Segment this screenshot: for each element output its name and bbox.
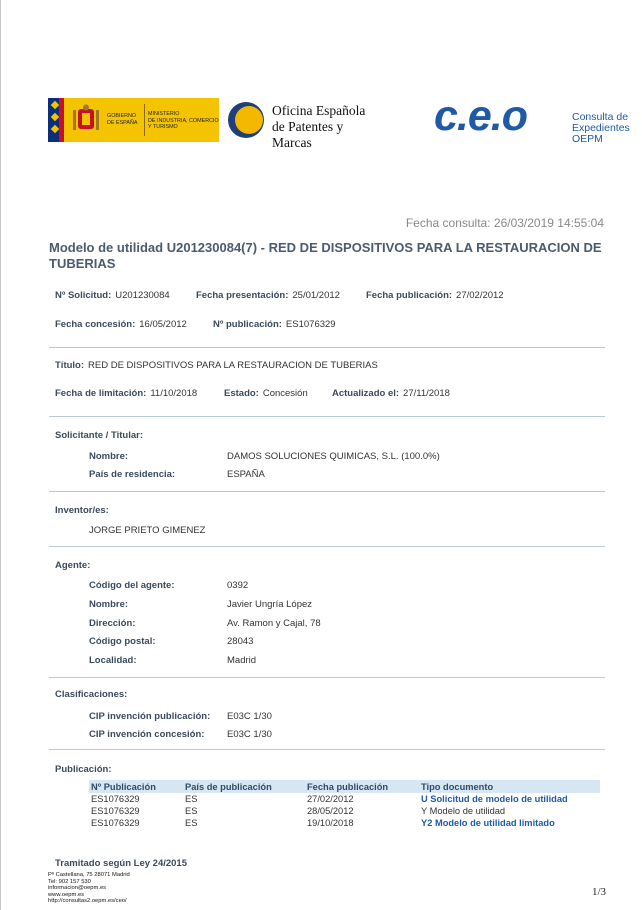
fecha-concesion [55, 319, 187, 330]
fecha-concesion-value: 16/05/2012 [139, 319, 187, 330]
footer-address: Pº Castellana, 75 28071 Madrid [48, 872, 130, 878]
oepm-logo [224, 98, 384, 150]
tipo-documento-link[interactable]: U Solicitud de modelo de utilidad [421, 794, 568, 804]
footer-phone: Tel: 902 157 530 [48, 878, 91, 885]
pais-value: ESPAÑA [227, 469, 265, 480]
gobierno-espana-logo [48, 98, 219, 142]
page-number: 1/3 [592, 886, 607, 898]
nombre-value: DAMOS SOLUCIONES QUIMICAS, S.L. (100.0%) [227, 451, 440, 462]
divider [49, 347, 605, 348]
actualizado-label: Actualizado el: [332, 388, 400, 399]
fecha-presentacion [196, 290, 340, 301]
agente-field-label: Localidad: [89, 655, 137, 666]
oepm-mark-icon [224, 98, 268, 142]
coat-of-arms-icon [70, 104, 102, 136]
actualizado-value: 27/11/2018 [403, 388, 450, 399]
ceo-wordmark: c.e.o [434, 92, 527, 140]
agente-field-value: Madrid [227, 655, 257, 666]
fecha-publicacion [366, 290, 504, 301]
fecha-limitacion-value: 11/10/2018 [150, 388, 198, 399]
actualizado [332, 388, 450, 399]
estado-label: Estado: [224, 388, 259, 399]
ministerio-text: MINISTERIO DE INDUSTRIA, COMERCIO Y TURISMO [148, 111, 219, 130]
n-publicacion [213, 319, 336, 330]
tipo-documento-link[interactable]: Y2 Modelo de utilidad limitado [421, 818, 555, 828]
table-row [89, 805, 600, 817]
column-header: Tipo documento [419, 780, 600, 793]
clasificaciones-title: Clasificaciones: [55, 689, 128, 700]
footer-ceo-link[interactable]: http://consultas2.oepm.es/ceo/ [48, 898, 127, 905]
titulo-row [55, 360, 378, 371]
titulo-value: RED DE DISPOSITIVOS PARA LA RESTAURACION DE TUBERIAS [88, 360, 378, 371]
fecha-presentacion-value: 25/01/2012 [292, 290, 340, 301]
inventores-title: Inventor/es: [55, 505, 109, 516]
table-header-row [89, 780, 600, 793]
table-cell: ES [185, 818, 198, 828]
cip-value: E03C 1/30 [227, 711, 272, 722]
fecha-limitacion [55, 388, 197, 399]
fecha-publicacion-label: Fecha publicación: [366, 290, 453, 301]
column-header: Fecha publicación [305, 780, 419, 793]
agente-field-label: Dirección: [89, 618, 136, 629]
agente-field-value: 28043 [227, 636, 254, 647]
table-row [89, 793, 600, 805]
agente-field-label: Código del agente: [89, 580, 175, 591]
agente-field-label: Nombre: [89, 599, 129, 610]
estado-value: Concesión [262, 388, 308, 399]
solicitud-value: U201230084 [115, 290, 170, 301]
agente-field-value: Av. Ramon y Cajal, 78 [227, 618, 321, 629]
divider [49, 491, 605, 492]
eu-flag-icon [48, 98, 64, 142]
footer-website-link[interactable]: www.oepm.es [48, 891, 85, 898]
titulo-label: Título: [55, 360, 85, 371]
tramitado-note: Tramitado según Ley 24/2015 [55, 858, 188, 869]
table-cell: ES [185, 806, 198, 816]
publicacion-table [89, 780, 600, 829]
table-cell: 28/05/2012 [307, 806, 354, 816]
n-publicacion-value: ES1076329 [285, 319, 336, 330]
table-cell: 19/10/2018 [307, 818, 354, 828]
divider [49, 677, 605, 678]
fecha-presentacion-label: Fecha presentación: [196, 290, 289, 301]
agente-field-value: 0392 [227, 580, 249, 591]
table-cell: 27/02/2012 [307, 794, 354, 804]
cip-label: CIP invención concesión: [89, 729, 205, 740]
logo-divider [144, 104, 145, 136]
agente-title: Agente: [55, 560, 91, 571]
solicitante-title: Solicitante / Titular: [55, 430, 143, 441]
table-cell: ES1076329 [91, 806, 140, 816]
estado [224, 388, 308, 399]
page-title: Modelo de utilidad U201230084(7) - RED DE DISPOSITIVOS PARA LA RESTAURACION DE TUBERIAS [49, 240, 602, 271]
table-cell: ES1076329 [91, 818, 140, 828]
table-cell: Y Modelo de utilidad [421, 806, 506, 816]
fecha-publicacion-value: 27/02/2012 [456, 290, 504, 301]
solicitud-label: Nº Solicitud: [55, 290, 112, 301]
n-publicacion-label: Nº publicación: [213, 319, 282, 330]
publicacion-title: Publicación: [55, 764, 112, 775]
page-border [0, 0, 1, 910]
ceo-logo [432, 92, 636, 150]
table-cell: ES1076329 [91, 794, 140, 804]
table-row [89, 817, 600, 829]
summary-row-1 [55, 290, 170, 301]
gobierno-text: GOBIERNO DE ESPAÑA [107, 113, 138, 126]
pais-label: País de residencia: [89, 469, 176, 480]
inventor-name: JORGE PRIETO GIMENEZ [89, 525, 206, 536]
fecha-concesion-label: Fecha concesión: [55, 319, 136, 330]
cip-value: E03C 1/30 [227, 729, 272, 740]
ceo-subtitle: Consulta de Expedientes OEPM [572, 111, 630, 145]
oepm-name: Oficina Española de Patentes y Marcas [272, 103, 366, 150]
divider [49, 749, 605, 750]
agente-field-label: Código postal: [89, 636, 156, 647]
column-header: País de publicación [183, 780, 305, 793]
fecha-limitacion-label: Fecha de limitación: [55, 388, 147, 399]
cip-label: CIP invención publicación: [89, 711, 211, 722]
divider [49, 546, 605, 547]
table-cell: ES [185, 794, 198, 804]
nombre-label: Nombre: [89, 451, 129, 462]
divider [49, 416, 605, 417]
agente-field-value: Javier Ungría López [227, 599, 313, 610]
footer-contact [48, 872, 130, 905]
footer-email-link[interactable]: informacion@oepm.es [48, 885, 107, 892]
column-header: Nº Publicación [89, 780, 183, 793]
fecha-consulta: Fecha consulta: 26/03/2019 14:55:04 [405, 216, 604, 230]
